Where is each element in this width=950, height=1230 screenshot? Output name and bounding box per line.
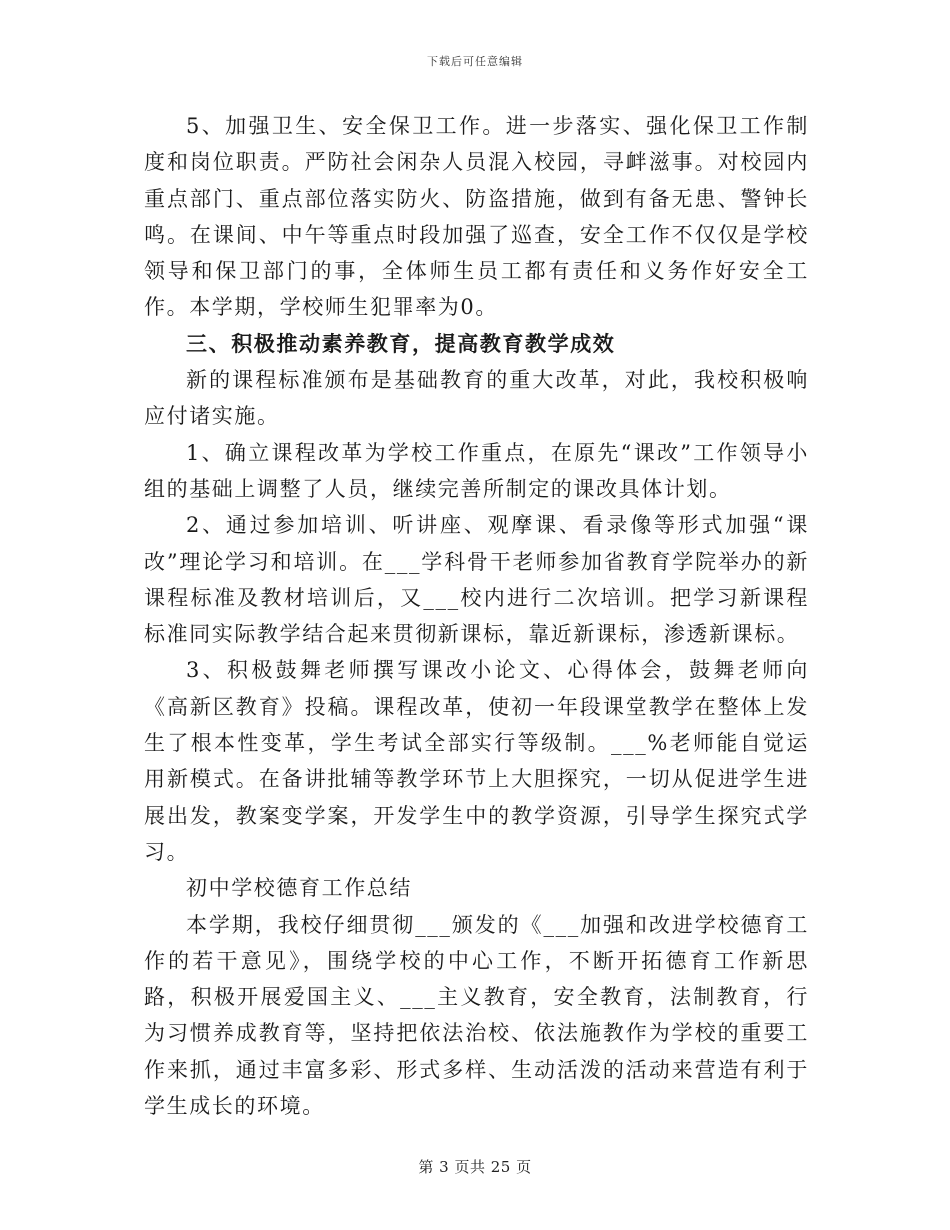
document-body bbox=[144, 108, 809, 1124]
page-number: 第 3 页共 25 页 bbox=[418, 1158, 532, 1176]
paragraph-item-3: 3、积极鼓舞老师撰写课改小论文、心得体会，鼓舞老师向《高新区教育》投稿。课程改革，使初一年段课堂教学在整体上发生了根本性变革，学生考试全部实行等级制。___%老师能自觉运用新模式。在备讲批辅等教学环节上大胆探究，一切从促进学生进展出发，教案变学案，开发学生中的教学资源，引导学生探究式学习。 bbox=[144, 658, 809, 864]
paragraph-item-1: 1、确立课程改革为学校工作重点，在原先“课改”工作领导小组的基础上调整了人员，继续完善所制定的课改具体计划。 bbox=[144, 440, 809, 501]
page-header: 下载后可任意编辑 bbox=[427, 55, 523, 68]
document-title-moral-education: 初中学校德育工作总结 bbox=[186, 876, 412, 901]
paragraph-security-work: 5、加强卫生、安全保卫工作。进一步落实、强化保卫工作制度和岗位职责。严防社会闲杂人员混入校园，寻衅滋事。对校园内重点部门、重点部位落实防火、防盗措施，做到有备无患、警钟长鸣。在课间、中午等重点时段加强了巡查，安全工作不仅仅是学校领导和保卫部门的事，全体师生员工都有责任和义务作好安全工作。本学期，学校师生犯罪率为0。 bbox=[144, 114, 809, 320]
paragraph-moral-education: 本学期，我校仔细贯彻___颁发的《___加强和改进学校德育工作的若干意见》，围绕学校的中心工作，不断开拓德育工作新思路，积极开展爱国主义、___主义教育，安全教育，法制教育，行为习惯养成教育等，坚持把依法治校、依法施教作为学校的重要工作来抓，通过丰富多彩、形式多样、生动活泼的活动来营造有利于学生成长的环境。 bbox=[144, 912, 809, 1119]
paragraph-item-2: 2、通过参加培训、听讲座、观摩课、看录像等形式加强“课改”理论学习和培训。在___学科骨干老师参加省教育学院举办的新课程标准及教材培训后，又___校内进行二次培训。把学习新课程标准同实际教学结合起来贯彻新课标，靠近新课标，渗透新课标。 bbox=[144, 513, 809, 647]
paragraph-curriculum-standard: 新的课程标准颁布是基础教育的重大改革，对此，我校积极响应付诸实施。 bbox=[144, 368, 809, 429]
section-heading-quality-education: 三、积极推动素养教育，提高教育教学成效 bbox=[186, 330, 616, 356]
